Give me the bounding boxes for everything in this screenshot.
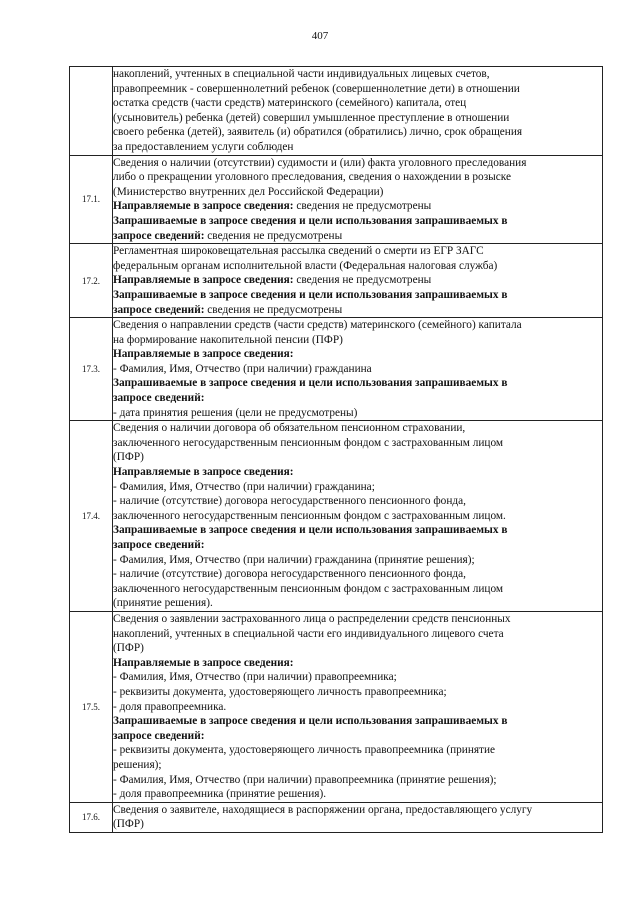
row-number: 17.3. — [70, 318, 113, 421]
bold-text: Запрашиваемые в запросе сведения и цели использования запрашиваемых в — [113, 214, 508, 227]
table-row — [70, 244, 603, 318]
row-content — [113, 318, 603, 421]
line-text: Сведения о заявлении застрахованного лица о распределении средств пенсионных — [113, 612, 511, 625]
bold-text: запросе сведений: — [113, 392, 205, 405]
text-line — [113, 185, 602, 200]
row-content — [113, 421, 603, 612]
text-line — [113, 627, 602, 642]
text-line — [113, 303, 602, 318]
line-text: (Министерство внутренних дел Российской Федерации) — [113, 185, 384, 198]
text-line — [113, 803, 602, 818]
line-text: - Фамилия, Имя, Отчество (при наличии) гражданина; — [113, 480, 375, 493]
line-text: накоплений, учтенных в специальной части его индивидуального лицевого счета — [113, 627, 504, 640]
text-line — [113, 259, 602, 274]
table-row — [70, 155, 603, 244]
text-line — [113, 406, 602, 421]
bold-text: Запрашиваемые в запросе сведения и цели использования запрашиваемых в — [113, 377, 508, 390]
text-line — [113, 700, 602, 715]
row-content — [113, 611, 603, 802]
bold-text: запросе сведений: — [113, 729, 205, 742]
line-text: заключенного негосударственным пенсионным фондом с застрахованным лицом — [113, 436, 504, 449]
line-text: - наличие (отсутствие) договора негосударственного пенсионного фонда, — [113, 568, 466, 581]
row-number: 17.5. — [70, 611, 113, 802]
line-text-rest: сведения не предусмотрены — [293, 274, 432, 287]
line-text: - Фамилия, Имя, Отчество (при наличии) правопреемника (принятие решения); — [113, 773, 497, 786]
bold-text: запросе сведений: — [113, 229, 205, 242]
text-line — [113, 214, 602, 229]
text-line — [113, 199, 602, 214]
line-text: правопреемник - совершеннолетний ребенок (совершеннолетние дети) в отношении — [113, 82, 520, 95]
text-line — [113, 582, 602, 597]
text-line — [113, 596, 602, 611]
line-text: решения); — [113, 758, 162, 771]
line-text: накоплений, учтенных в специальной части индивидуальных лицевых счетов, — [113, 68, 490, 80]
line-text: на формирование накопительной пенсии (ПФР) — [113, 333, 343, 346]
text-line — [113, 523, 602, 538]
text-line — [113, 480, 602, 495]
text-line — [113, 140, 602, 155]
row-number: 17.4. — [70, 421, 113, 612]
text-line — [113, 465, 602, 480]
text-line — [113, 125, 602, 140]
bold-text: Запрашиваемые в запросе сведения и цели использования запрашиваемых в — [113, 524, 508, 537]
bold-text: Направляемые в запросе сведения: — [113, 348, 294, 361]
line-text: за предоставлением услуги соблюден — [113, 140, 294, 153]
text-line — [113, 553, 602, 568]
line-text: - реквизиты документа, удостоверяющего личность правопреемника (принятие — [113, 744, 496, 757]
text-line — [113, 362, 602, 377]
line-text: Сведения о наличии договора об обязательном пенсионном страховании, — [113, 422, 466, 435]
text-line — [113, 656, 602, 671]
line-text: (ПФР) — [113, 818, 144, 831]
line-text: Сведения о наличии (отсутствии) судимости и (или) факта уголовного преследования — [113, 156, 527, 169]
line-text: остатка средств (части средств) материнского (семейного) капитала, отец — [113, 97, 467, 110]
text-line — [113, 509, 602, 524]
table-row — [70, 802, 603, 832]
text-line — [113, 229, 602, 244]
bold-text: Направляемые в запросе сведения: — [113, 656, 294, 669]
row-number — [70, 67, 113, 156]
line-text: федеральным органам исполнительной власти (Федеральная налоговая служба) — [113, 259, 498, 272]
table-row — [70, 318, 603, 421]
text-line — [113, 670, 602, 685]
text-line — [113, 347, 602, 362]
text-line — [113, 436, 602, 451]
text-line — [113, 612, 602, 627]
row-content — [113, 244, 603, 318]
requirements-table — [69, 66, 603, 833]
row-number: 17.1. — [70, 155, 113, 244]
line-text: своего ребенка (детей), заявитель (и) обратился (обратились) лично, срок обращения — [113, 126, 523, 139]
text-line — [113, 567, 602, 582]
bold-text: Направляемые в запросе сведения: — [113, 466, 294, 479]
text-line — [113, 111, 602, 126]
line-text: (ПФР) — [113, 451, 144, 464]
line-text: Сведения о заявителе, находящиеся в распоряжении органа, предоставляющего услугу — [113, 803, 533, 816]
line-text: - Фамилия, Имя, Отчество (при наличии) правопреемника; — [113, 671, 397, 684]
bold-text: Направляемые в запросе сведения: — [113, 200, 294, 213]
text-line — [113, 743, 602, 758]
row-content — [113, 67, 603, 156]
text-line — [113, 817, 602, 832]
text-line — [113, 421, 602, 436]
line-text: Регламентная широковещательная рассылка сведений о смерти из ЕГР ЗАГС — [113, 245, 484, 258]
row-number: 17.6. — [70, 802, 113, 832]
row-content — [113, 802, 603, 832]
bold-text: Запрашиваемые в запросе сведения и цели использования запрашиваемых в — [113, 288, 508, 301]
text-line — [113, 773, 602, 788]
text-line — [113, 244, 602, 259]
line-text-rest: сведения не предусмотрены — [204, 229, 343, 242]
text-line — [113, 318, 602, 333]
table-row — [70, 67, 603, 156]
text-line — [113, 67, 602, 82]
line-text: - Фамилия, Имя, Отчество (при наличии) гражданина (принятие решения); — [113, 553, 475, 566]
line-text: заключенного негосударственным пенсионным фондом с застрахованным лицом — [113, 582, 504, 595]
text-line — [113, 685, 602, 700]
text-line — [113, 538, 602, 553]
line-text: либо о прекращении уголовного преследования, сведения о нахождении в розыске — [113, 171, 511, 184]
line-text: заключенного негосударственным пенсионным фондом с застрахованным лицом. — [113, 509, 506, 522]
bold-text: запросе сведений: — [113, 303, 205, 316]
text-line — [113, 787, 602, 802]
page-number: 407 — [311, 30, 329, 42]
line-text-rest: сведения не предусмотрены — [204, 303, 343, 316]
line-text: Сведения о направлении средств (части средств) материнского (семейного) капитала — [113, 319, 522, 332]
text-line — [113, 333, 602, 348]
line-text: - дата принятия решения (цели не предусмотрены) — [113, 406, 358, 419]
text-line — [113, 758, 602, 773]
line-text: - наличие (отсутствие) договора негосударственного пенсионного фонда, — [113, 495, 466, 508]
text-line — [113, 156, 602, 171]
text-line — [113, 729, 602, 744]
table-row — [70, 421, 603, 612]
text-line — [113, 376, 602, 391]
line-text: - реквизиты документа, удостоверяющего личность правопреемника; — [113, 685, 447, 698]
bold-text: Запрашиваемые в запросе сведения и цели использования запрашиваемых в — [113, 715, 508, 728]
bold-text: запросе сведений: — [113, 539, 205, 551]
text-line — [113, 273, 602, 288]
text-line — [113, 391, 602, 406]
text-line — [113, 96, 602, 111]
text-line — [113, 288, 602, 303]
table-row — [70, 611, 603, 802]
table-body — [70, 67, 603, 833]
line-text: - доля правопреемника. — [113, 700, 227, 713]
line-text: (усыновитель) ребенка (детей) совершил умышленное преступление в отношении — [113, 111, 510, 124]
line-text: - доля правопреемника (принятие решения). — [113, 788, 327, 801]
row-number: 17.2. — [70, 244, 113, 318]
text-line — [113, 82, 602, 97]
line-text: (ПФР) — [113, 642, 144, 655]
bold-text: Направляемые в запросе сведения: — [113, 274, 294, 287]
text-line — [113, 641, 602, 656]
row-content — [113, 155, 603, 244]
text-line — [113, 170, 602, 185]
line-text: - Фамилия, Имя, Отчество (при наличии) гражданина — [113, 362, 372, 375]
text-line — [113, 450, 602, 465]
text-line — [113, 714, 602, 729]
text-line — [113, 494, 602, 509]
line-text-rest: сведения не предусмотрены — [293, 200, 432, 213]
line-text: (принятие решения). — [113, 597, 213, 610]
